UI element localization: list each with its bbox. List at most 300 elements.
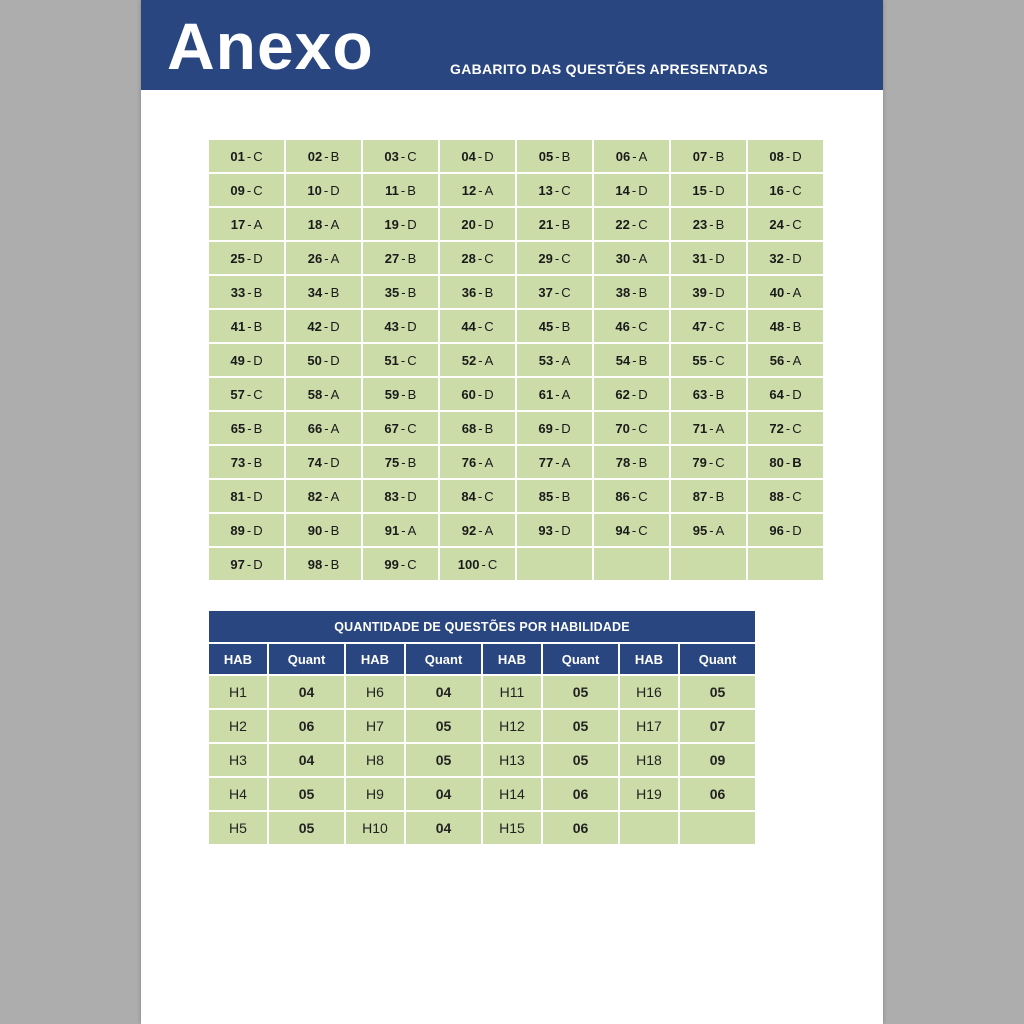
question-number: 41	[230, 318, 246, 334]
skill-quantity: 05	[543, 744, 618, 776]
answer-cell	[594, 140, 669, 172]
answer-cell	[440, 344, 515, 376]
column-header-quant: Quant	[543, 644, 618, 674]
answer-letter: B	[407, 250, 417, 266]
skill-quantity: 05	[543, 710, 618, 742]
answer-letter: D	[253, 488, 263, 504]
page-title: Anexo	[167, 9, 374, 83]
separator: -	[400, 148, 406, 164]
answer-cell	[671, 208, 746, 240]
answer-letter: C	[407, 352, 417, 368]
answer-cell	[286, 242, 361, 274]
skill-quantity: 04	[406, 676, 481, 708]
answer-cell	[748, 140, 823, 172]
question-number: 89	[230, 522, 245, 538]
question-number: 37	[538, 284, 553, 300]
question-number: 97	[230, 556, 245, 572]
answer-cell	[594, 480, 669, 512]
question-number: 88	[769, 488, 784, 504]
separator: -	[324, 522, 329, 538]
question-number: 04	[461, 148, 476, 164]
separator: -	[785, 454, 791, 470]
answer-cell	[517, 378, 592, 410]
question-number: 61	[538, 386, 554, 402]
question-number: 90	[307, 522, 323, 538]
question-number: 73	[230, 454, 246, 470]
question-number: 92	[461, 522, 477, 538]
answer-letter: B	[715, 488, 725, 504]
question-number: 33	[230, 284, 246, 300]
question-number: 94	[615, 522, 630, 538]
answer-letter: C	[407, 148, 417, 164]
separator: -	[709, 522, 714, 538]
separator: -	[632, 284, 637, 300]
answer-letter: A	[561, 386, 571, 402]
skill-quantity: 09	[680, 744, 755, 776]
empty-cell	[620, 812, 678, 844]
question-number: 13	[538, 182, 553, 198]
question-number: 100	[457, 556, 480, 572]
question-number: 91	[384, 522, 400, 538]
answer-letter: C	[484, 488, 494, 504]
answer-cell	[671, 412, 746, 444]
answer-letter: B	[638, 454, 648, 470]
question-number: 18	[307, 216, 323, 232]
answer-key-body	[209, 140, 823, 580]
question-number: 25	[230, 250, 245, 266]
skill-code: H14	[483, 778, 541, 810]
answer-letter: B	[330, 522, 340, 538]
question-number: 48	[769, 318, 785, 334]
answer-cell	[517, 208, 592, 240]
separator: -	[246, 556, 252, 572]
answer-cell	[671, 174, 746, 206]
separator: -	[478, 352, 483, 368]
question-number: 35	[384, 284, 400, 300]
answer-letter: C	[253, 148, 263, 164]
separator: -	[785, 182, 791, 198]
answer-cell	[209, 276, 284, 308]
question-number: 27	[384, 250, 400, 266]
question-number: 56	[769, 352, 785, 368]
separator: -	[709, 216, 714, 232]
separator: -	[709, 386, 714, 402]
answer-letter: D	[407, 488, 417, 504]
separator: -	[555, 318, 560, 334]
separator: -	[554, 182, 560, 198]
answer-letter: A	[792, 284, 802, 300]
column-header-hab: HAB	[209, 644, 267, 674]
answer-cell	[440, 310, 515, 342]
answer-cell	[671, 378, 746, 410]
answer-cell	[517, 412, 592, 444]
answer-cell	[286, 548, 361, 580]
separator: -	[708, 352, 714, 368]
answer-cell	[594, 174, 669, 206]
answer-cell	[517, 242, 592, 274]
answer-letter: D	[792, 148, 802, 164]
answer-cell	[671, 276, 746, 308]
answer-letter: A	[253, 216, 263, 232]
answer-row	[209, 446, 823, 478]
skill-code: H8	[346, 744, 404, 776]
separator: -	[477, 488, 483, 504]
answer-cell	[594, 310, 669, 342]
answer-cell	[517, 514, 592, 546]
skills-table-header-row	[209, 644, 755, 674]
skill-code: H2	[209, 710, 267, 742]
answer-cell	[209, 412, 284, 444]
separator: -	[632, 148, 637, 164]
separator: -	[247, 454, 252, 470]
separator: -	[246, 386, 252, 402]
question-number: 65	[230, 420, 246, 436]
answer-letter: B	[792, 318, 802, 334]
question-number: 32	[769, 250, 784, 266]
separator: -	[324, 386, 329, 402]
separator: -	[324, 488, 329, 504]
answer-cell	[594, 412, 669, 444]
question-number: 82	[307, 488, 323, 504]
separator: -	[786, 352, 791, 368]
answer-letter: D	[253, 250, 263, 266]
skill-code: H16	[620, 676, 678, 708]
skill-quantity: 04	[406, 812, 481, 844]
separator: -	[324, 284, 329, 300]
question-number: 57	[230, 386, 245, 402]
question-number: 54	[615, 352, 631, 368]
question-number: 36	[461, 284, 477, 300]
answer-letter: B	[407, 284, 417, 300]
answer-cell	[748, 242, 823, 274]
question-number: 83	[384, 488, 399, 504]
answer-letter: C	[487, 556, 498, 572]
question-number: 28	[461, 250, 476, 266]
answer-letter: C	[792, 488, 802, 504]
answer-letter: B	[330, 284, 340, 300]
answer-letter: D	[484, 386, 494, 402]
question-number: 67	[384, 420, 399, 436]
answer-row	[209, 412, 823, 444]
answer-cell	[209, 208, 284, 240]
answer-cell	[671, 446, 746, 478]
answer-letter: A	[330, 420, 340, 436]
answer-row	[209, 242, 823, 274]
answer-cell	[748, 446, 823, 478]
question-number: 55	[692, 352, 707, 368]
answer-row	[209, 140, 823, 172]
answer-letter: A	[330, 216, 340, 232]
column-header-hab: HAB	[483, 644, 541, 674]
column-header-hab: HAB	[346, 644, 404, 674]
answer-cell	[594, 276, 669, 308]
separator: -	[400, 318, 406, 334]
answer-cell	[286, 344, 361, 376]
answer-letter: B	[253, 318, 263, 334]
skills-table	[207, 609, 757, 846]
answer-cell	[671, 344, 746, 376]
empty-cell	[680, 812, 755, 844]
answer-cell	[594, 514, 669, 546]
column-header-quant: Quant	[269, 644, 344, 674]
skills-table-body	[209, 676, 755, 844]
separator: -	[555, 148, 560, 164]
answer-cell	[286, 378, 361, 410]
skill-quantity: 05	[680, 676, 755, 708]
separator: -	[631, 216, 637, 232]
skill-quantity: 07	[680, 710, 755, 742]
separator: -	[401, 454, 406, 470]
skill-code: H12	[483, 710, 541, 742]
question-number: 53	[538, 352, 554, 368]
answer-cell	[671, 310, 746, 342]
answer-cell	[440, 548, 515, 580]
answer-letter: D	[715, 284, 725, 300]
question-number: 59	[384, 386, 400, 402]
question-number: 50	[307, 352, 322, 368]
separator: -	[554, 284, 560, 300]
answer-letter: B	[253, 284, 263, 300]
answer-letter: D	[792, 386, 802, 402]
skill-quantity: 06	[543, 812, 618, 844]
question-number: 58	[307, 386, 323, 402]
answer-letter: B	[792, 454, 802, 470]
question-number: 09	[230, 182, 245, 198]
question-number: 80	[769, 454, 784, 470]
answer-letter: D	[792, 522, 802, 538]
question-number: 07	[692, 148, 708, 164]
skill-code: H9	[346, 778, 404, 810]
separator: -	[786, 284, 791, 300]
answer-letter: C	[253, 386, 263, 402]
separator: -	[247, 284, 252, 300]
answer-cell	[671, 514, 746, 546]
answer-cell	[363, 242, 438, 274]
question-number: 21	[538, 216, 554, 232]
answer-cell	[363, 446, 438, 478]
answer-cell	[363, 276, 438, 308]
skill-code: H18	[620, 744, 678, 776]
separator: -	[324, 556, 329, 572]
answer-cell	[671, 140, 746, 172]
answer-letter: A	[484, 352, 494, 368]
question-number: 10	[307, 182, 322, 198]
answer-letter: D	[407, 216, 417, 232]
answer-letter: D	[330, 182, 340, 198]
skill-code: H19	[620, 778, 678, 810]
answer-cell	[517, 174, 592, 206]
answer-letter: A	[484, 522, 494, 538]
separator: -	[709, 148, 714, 164]
question-number: 95	[692, 522, 708, 538]
empty-cell	[748, 548, 823, 580]
question-number: 93	[538, 522, 553, 538]
separator: -	[785, 488, 791, 504]
separator: -	[477, 386, 483, 402]
answer-letter: B	[484, 420, 494, 436]
answer-letter: A	[792, 352, 802, 368]
separator: -	[400, 488, 406, 504]
answer-cell	[286, 310, 361, 342]
separator: -	[246, 182, 252, 198]
answer-letter: B	[715, 148, 725, 164]
answer-row	[209, 208, 823, 240]
answer-cell	[363, 412, 438, 444]
answer-letter: C	[407, 420, 417, 436]
separator: -	[401, 284, 406, 300]
document-page	[141, 0, 883, 1024]
question-number: 99	[384, 556, 399, 572]
answer-letter: B	[484, 284, 494, 300]
question-number: 75	[384, 454, 400, 470]
empty-cell	[517, 548, 592, 580]
header-banner	[141, 0, 883, 90]
separator: -	[478, 522, 483, 538]
question-number: 87	[692, 488, 708, 504]
question-number: 44	[461, 318, 476, 334]
answer-cell	[363, 378, 438, 410]
question-number: 38	[615, 284, 631, 300]
answer-letter: B	[715, 386, 725, 402]
answer-cell	[363, 548, 438, 580]
answer-cell	[286, 208, 361, 240]
question-number: 40	[769, 284, 785, 300]
separator: -	[477, 250, 483, 266]
answer-letter: D	[330, 352, 340, 368]
answer-letter: C	[792, 420, 802, 436]
separator: -	[324, 250, 329, 266]
separator: -	[401, 522, 406, 538]
separator: -	[785, 386, 791, 402]
separator: -	[555, 352, 560, 368]
answer-cell	[748, 480, 823, 512]
separator: -	[555, 454, 560, 470]
separator: -	[481, 556, 486, 572]
answer-letter: A	[330, 250, 340, 266]
answer-letter: D	[561, 420, 571, 436]
question-number: 62	[615, 386, 630, 402]
separator: -	[478, 454, 483, 470]
question-number: 85	[538, 488, 554, 504]
answer-cell	[286, 412, 361, 444]
question-number: 46	[615, 318, 630, 334]
answer-letter: D	[715, 250, 725, 266]
question-number: 76	[461, 454, 477, 470]
question-number: 29	[538, 250, 553, 266]
question-number: 98	[307, 556, 323, 572]
answer-cell	[209, 514, 284, 546]
answer-cell	[748, 378, 823, 410]
answer-letter: D	[561, 522, 571, 538]
answer-row	[209, 174, 823, 206]
question-number: 49	[230, 352, 245, 368]
column-header-hab: HAB	[620, 644, 678, 674]
separator: -	[400, 182, 406, 198]
answer-cell	[209, 344, 284, 376]
answer-letter: B	[253, 454, 263, 470]
separator: -	[786, 318, 791, 334]
skill-quantity: 05	[406, 744, 481, 776]
question-number: 66	[307, 420, 323, 436]
question-number: 26	[307, 250, 323, 266]
separator: -	[709, 488, 714, 504]
question-number: 60	[461, 386, 476, 402]
answer-letter: B	[638, 284, 648, 300]
answer-letter: C	[638, 522, 648, 538]
answer-cell	[440, 242, 515, 274]
skills-table-caption: QUANTIDADE DE QUESTÕES POR HABILIDADE	[209, 611, 755, 642]
column-header-quant: Quant	[680, 644, 755, 674]
question-number: 05	[538, 148, 554, 164]
answer-letter: D	[792, 250, 802, 266]
skill-code: H17	[620, 710, 678, 742]
answer-cell	[594, 208, 669, 240]
separator: -	[324, 420, 329, 436]
question-number: 74	[307, 454, 322, 470]
answer-cell	[748, 276, 823, 308]
separator: -	[247, 216, 252, 232]
answer-cell	[517, 310, 592, 342]
skill-quantity: 05	[269, 778, 344, 810]
answer-letter: C	[561, 182, 571, 198]
answer-cell	[363, 480, 438, 512]
separator: -	[785, 148, 791, 164]
question-number: 84	[461, 488, 476, 504]
answer-cell	[517, 276, 592, 308]
separator: -	[631, 522, 637, 538]
separator: -	[785, 522, 791, 538]
question-number: 96	[769, 522, 784, 538]
question-number: 24	[769, 216, 784, 232]
question-number: 30	[615, 250, 631, 266]
separator: -	[708, 454, 714, 470]
answer-cell	[209, 140, 284, 172]
skill-code: H3	[209, 744, 267, 776]
answer-cell	[517, 344, 592, 376]
answer-letter: B	[561, 488, 571, 504]
separator: -	[401, 386, 406, 402]
skill-code: H7	[346, 710, 404, 742]
answer-row	[209, 344, 823, 376]
answer-letter: C	[792, 182, 802, 198]
answer-letter: C	[561, 250, 571, 266]
skill-code: H6	[346, 676, 404, 708]
answer-letter: D	[330, 454, 340, 470]
answer-row	[209, 378, 823, 410]
answer-cell	[286, 140, 361, 172]
answer-letter: C	[253, 182, 263, 198]
answer-letter: A	[638, 148, 648, 164]
question-number: 23	[692, 216, 708, 232]
separator: -	[246, 148, 252, 164]
separator: -	[708, 250, 714, 266]
separator: -	[785, 216, 791, 232]
question-number: 81	[230, 488, 245, 504]
answer-cell	[440, 480, 515, 512]
answer-letter: B	[715, 216, 725, 232]
skill-code: H11	[483, 676, 541, 708]
answer-cell	[209, 548, 284, 580]
separator: -	[632, 454, 637, 470]
answer-cell	[671, 242, 746, 274]
answer-cell	[209, 310, 284, 342]
separator: -	[323, 318, 329, 334]
answer-cell	[748, 208, 823, 240]
question-number: 03	[384, 148, 399, 164]
question-number: 63	[692, 386, 708, 402]
answer-cell	[748, 412, 823, 444]
answer-letter: B	[407, 386, 417, 402]
